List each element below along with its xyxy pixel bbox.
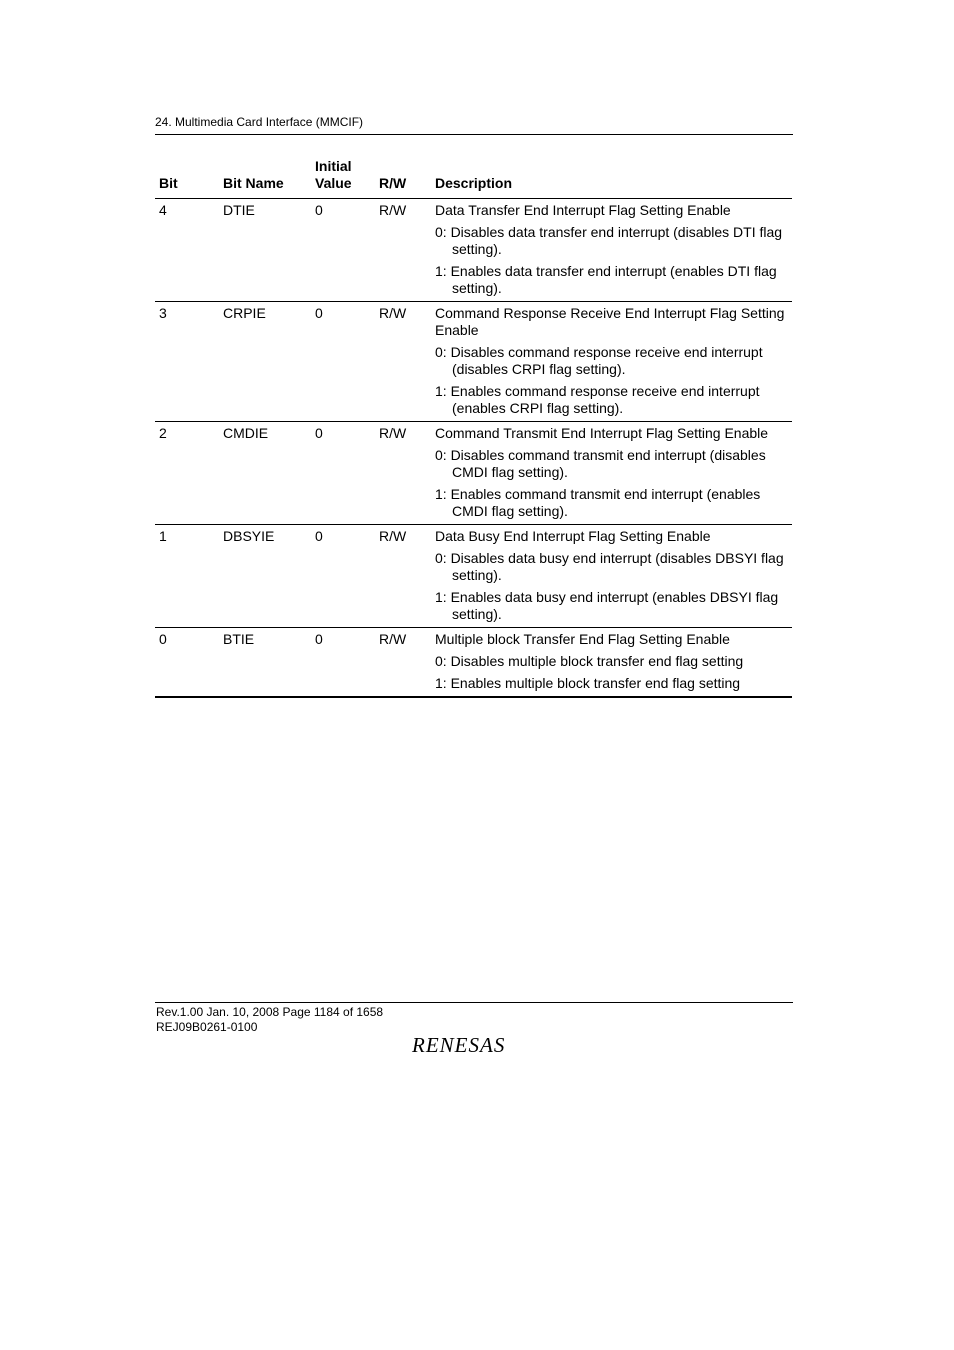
cell-description [431,628,792,698]
cell-bit: 4 [159,202,167,218]
description-title: Data Busy End Interrupt Flag Setting Enable [435,528,711,544]
cell-bit-name: CMDIE [223,425,269,441]
header-rule [155,134,793,135]
cell-initial-value: 0 [315,305,323,321]
cell-bit: 0 [159,631,167,647]
description-title: Data Transfer End Interrupt Flag Setting Enable [435,202,731,218]
col-header-rw: R/W [379,175,407,191]
table-row [155,199,792,302]
col-header-bit: Bit [159,175,178,191]
register-bit-table [155,158,792,698]
footer-revision: Rev.1.00 Jan. 10, 2008 Page 1184 of 1658 [156,1005,384,1019]
cell-bit-name: DTIE [223,202,255,218]
cell-rw: R/W [379,202,407,218]
col-header-bit-name: Bit Name [223,175,284,191]
cell-bit: 3 [159,305,167,321]
description-option-0: 0: Disables multiple block transfer end flag setting [435,653,744,669]
description-option-1: 1: Enables data busy end interrupt (enables DBSYI flag setting). [435,589,779,622]
description-title: Command Transmit End Interrupt Flag Setting Enable [435,425,769,441]
cell-bit: 1 [159,528,167,544]
cell-rw: R/W [379,425,407,441]
description-option-1: 1: Enables multiple block transfer end flag setting [435,675,741,691]
description-option-0: 0: Disables data transfer end interrupt (disables DTI flag setting). [435,224,783,257]
description-option-0: 0: Disables data busy end interrupt (disables DBSYI flag setting). [435,550,784,583]
footer-rule [155,1002,793,1003]
col-header-initial-line2: Value [315,175,352,191]
cell-description [431,422,792,525]
footer-document-code: REJ09B0261-0100 [156,1020,258,1034]
description-option-0: 0: Disables command response receive end interrupt (disables CRPI flag setting). [435,344,763,377]
col-header-initial-value [311,158,375,199]
cell-description [431,525,792,628]
cell-rw: R/W [379,528,407,544]
description-option-1: 1: Enables data transfer end interrupt (enables DTI flag setting). [435,263,777,296]
page-footer [156,1005,383,1035]
table-row [155,525,792,628]
cell-rw: R/W [379,631,407,647]
cell-bit-name: DBSYIE [223,528,275,544]
cell-rw: R/W [379,305,407,321]
description-option-1: 1: Enables command transmit end interrupt (enables CMDI flag setting). [435,486,761,519]
col-header-description: Description [435,175,513,191]
table-header-row [155,158,792,199]
cell-initial-value: 0 [315,528,323,544]
cell-bit: 2 [159,425,167,441]
cell-initial-value: 0 [315,425,323,441]
table-row [155,422,792,525]
cell-initial-value: 0 [315,631,323,647]
table-row [155,302,792,422]
cell-description [431,199,792,302]
col-header-initial-line1: Initial [315,158,352,174]
cell-bit-name: CRPIE [223,305,266,321]
description-option-0: 0: Disables command transmit end interrupt (disables CMDI flag setting). [435,447,766,480]
section-header: 24. Multimedia Card Interface (MMCIF) [155,115,364,129]
cell-initial-value: 0 [315,202,323,218]
description-title: Multiple block Transfer End Flag Setting Enable [435,631,730,647]
renesas-logo: RENESAS [412,1033,506,1057]
description-option-1: 1: Enables command response receive end interrupt (enables CRPI flag setting). [435,383,760,416]
cell-bit-name: BTIE [223,631,255,647]
cell-description [431,302,792,422]
description-title: Command Response Receive End Interrupt Flag Setting Enable [435,305,785,338]
table-row [155,628,792,698]
